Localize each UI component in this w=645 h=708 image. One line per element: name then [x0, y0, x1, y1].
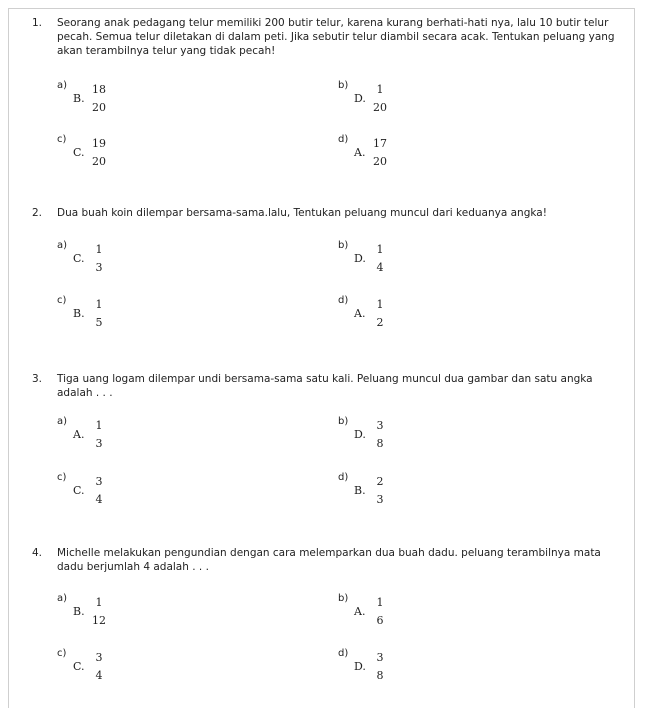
option-marker: b) [338, 593, 349, 604]
answer-option[interactable] [338, 134, 538, 174]
fraction-numerator: 1 [376, 596, 384, 609]
option-marker: b) [338, 240, 349, 251]
fraction-denominator: 3 [95, 437, 103, 450]
option-marker: d) [338, 472, 349, 483]
option-marker: d) [338, 134, 349, 145]
fraction-numerator: 3 [95, 651, 103, 664]
option-marker: c) [57, 648, 67, 659]
answer-option[interactable] [338, 240, 538, 280]
answer-option[interactable] [57, 134, 257, 174]
fraction [91, 137, 107, 169]
answer-option[interactable] [338, 416, 538, 456]
option-letter: D. [354, 252, 366, 265]
question-text: Michelle melakukan pengundian dengan cara melemparkan dua buah dadu. peluang terambilnya mata dadu berjumlah 4 adalah . . . [57, 547, 601, 573]
option-marker: c) [57, 472, 67, 483]
answer-option[interactable] [57, 240, 257, 280]
option-marker: c) [57, 295, 67, 306]
fraction [91, 243, 107, 275]
option-marker: a) [57, 593, 68, 604]
option-letter: D. [354, 428, 366, 441]
question-text: Tiga uang logam dilempar undi bersama-sama satu kali. Peluang muncul dua gambar dan satu angka adalah . . . [57, 373, 593, 399]
fraction [91, 651, 107, 683]
fraction [372, 651, 388, 683]
option-letter: D. [354, 92, 366, 105]
answer-option[interactable] [338, 593, 538, 633]
fraction-numerator: 1 [376, 298, 384, 311]
fraction-numerator: 1 [95, 596, 103, 609]
fraction [91, 419, 107, 451]
option-marker: d) [338, 648, 349, 659]
answer-option[interactable] [338, 472, 538, 512]
question-number: 2. [32, 207, 43, 219]
answer-option[interactable] [57, 593, 257, 633]
answer-option[interactable] [338, 648, 538, 688]
option-letter: D. [354, 660, 366, 673]
fraction-denominator: 4 [95, 669, 103, 682]
fraction-denominator: 3 [376, 493, 384, 506]
fraction-denominator: 4 [95, 493, 103, 506]
answer-option[interactable] [57, 295, 257, 335]
option-marker: b) [338, 80, 349, 91]
option-letter: C. [73, 484, 85, 497]
option-letter: B. [73, 605, 85, 618]
fraction [91, 596, 107, 628]
option-letter: B. [354, 484, 366, 497]
fraction-numerator: 3 [376, 651, 384, 664]
fraction-numerator: 17 [373, 137, 387, 150]
fraction-numerator: 2 [376, 475, 384, 488]
question-text: Seorang anak pedagang telur memiliki 200 butir telur, karena kurang berhati-hati nya, lalu 10 butir telur pecah. Semua telur diletakan di dalam peti. Jika sebutir telur diambil secara acak. Tentukan peluang yang akan terambilnya telur yang tidak pecah! [57, 17, 615, 57]
fraction-denominator: 5 [95, 316, 103, 329]
fraction-denominator: 8 [376, 669, 384, 682]
fraction [372, 475, 388, 507]
fraction [372, 243, 388, 275]
option-marker: a) [57, 80, 68, 91]
fraction-numerator: 1 [95, 243, 103, 256]
answer-option[interactable] [57, 648, 257, 688]
option-letter: C. [73, 146, 85, 159]
option-marker: a) [57, 416, 68, 427]
fraction-denominator: 12 [92, 614, 106, 627]
fraction [372, 83, 388, 115]
option-marker: b) [338, 416, 349, 427]
fraction-numerator: 1 [376, 243, 384, 256]
fraction-numerator: 3 [376, 419, 384, 432]
fraction [372, 419, 388, 451]
fraction-denominator: 20 [373, 101, 387, 114]
fraction-numerator: 1 [376, 83, 384, 96]
fraction [91, 298, 107, 330]
option-marker: c) [57, 134, 67, 145]
option-letter: C. [73, 252, 85, 265]
option-letter: B. [73, 92, 85, 105]
answer-option[interactable] [57, 80, 257, 120]
question-number: 1. [32, 17, 43, 29]
question-text: Dua buah koin dilempar bersama-sama.lalu, Tentukan peluang muncul dari keduanya angka! [57, 207, 547, 219]
question-number: 3. [32, 373, 43, 385]
option-marker: a) [57, 240, 68, 251]
option-letter: A. [354, 605, 366, 618]
option-letter: B. [73, 307, 85, 320]
fraction-denominator: 20 [92, 155, 106, 168]
fraction-denominator: 3 [95, 261, 103, 274]
answer-option[interactable] [57, 472, 257, 512]
fraction [91, 475, 107, 507]
fraction-numerator: 1 [95, 298, 103, 311]
fraction-denominator: 20 [92, 101, 106, 114]
option-letter: A. [354, 307, 366, 320]
fraction-denominator: 20 [373, 155, 387, 168]
fraction-numerator: 19 [92, 137, 106, 150]
answer-option[interactable] [338, 80, 538, 120]
fraction [372, 596, 388, 628]
fraction-denominator: 2 [376, 316, 384, 329]
option-letter: C. [73, 660, 85, 673]
fraction-denominator: 8 [376, 437, 384, 450]
fraction [372, 137, 388, 169]
fraction [91, 83, 107, 115]
option-marker: d) [338, 295, 349, 306]
answer-option[interactable] [338, 295, 538, 335]
fraction-numerator: 3 [95, 475, 103, 488]
option-letter: A. [354, 146, 366, 159]
fraction-denominator: 6 [376, 614, 384, 627]
fraction-denominator: 4 [376, 261, 384, 274]
answer-option[interactable] [57, 416, 257, 456]
option-letter: A. [73, 428, 85, 441]
fraction [372, 298, 388, 330]
fraction-numerator: 1 [95, 419, 103, 432]
question-number: 4. [32, 547, 43, 559]
fraction-numerator: 18 [92, 83, 106, 96]
